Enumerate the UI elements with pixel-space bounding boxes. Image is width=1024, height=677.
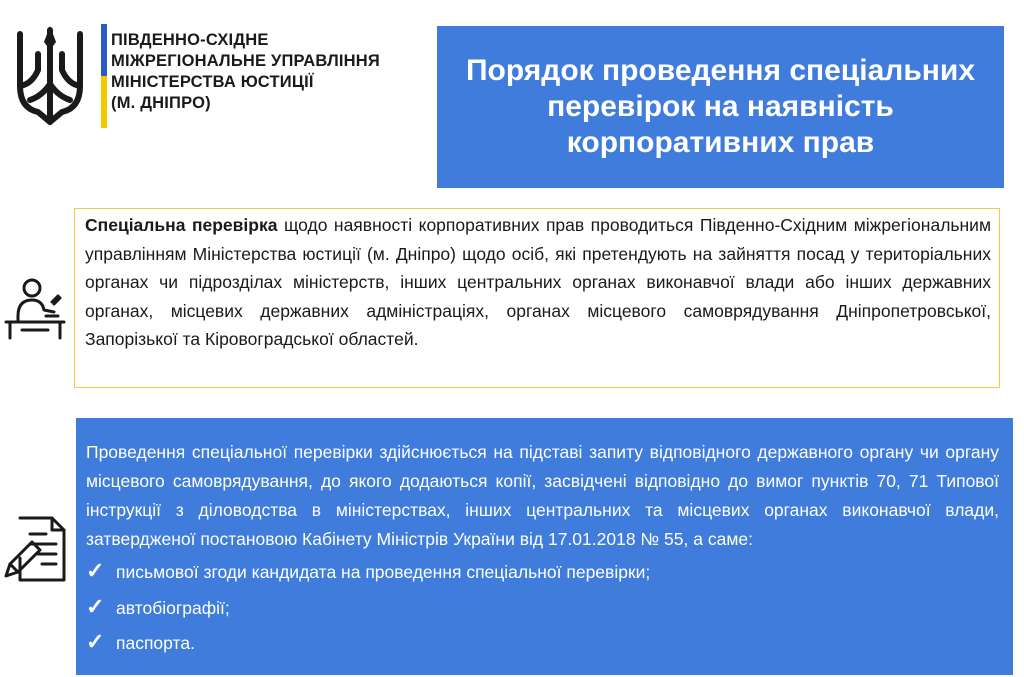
- org-line: МІЖРЕГІОНАЛЬНЕ УПРАВЛІННЯ: [111, 52, 380, 70]
- list-item: [86, 625, 999, 661]
- procedure-box: [76, 418, 1013, 675]
- documents-checklist: [86, 554, 999, 661]
- title-line: Порядок проведення спеціальних: [465, 54, 976, 87]
- page-title: [466, 53, 975, 161]
- list-item-text: паспорта.: [116, 633, 195, 653]
- procedure-text: Проведення спеціальної перевірки здійснюється на підставі запиту відповідного державного органу чи органу місцевого самоврядування, до якого додаються копії, засвідчені відповідно до вимог пунктів 70, 71 Типової інструкції з діловодства в міністерствах, інших центральних та місцевих органах виконавчої влади, затвердженої постановою Кабінету Міністрів України від 17.01.2018 № 55, а саме:: [86, 442, 999, 549]
- organization-name: [111, 30, 380, 114]
- title-banner: [437, 26, 1004, 188]
- list-item: [86, 554, 999, 590]
- title-line: перевірок на наявність: [547, 90, 894, 123]
- title-line: корпоративних прав: [566, 126, 875, 159]
- check-icon: ✓: [86, 629, 105, 654]
- info-text: щодо наявності корпоративних прав проводиться Південно-Східним міжрегіональним управлінням Міністерства юстиції (м. Дніпро) щодо осіб, які претендують на зайняття посад у територіальних органах чи підрозділах міністерств, інших центральних органах виконавчої влади або інших державних органах, місцевих державних адміністраціях, органах місцевого самоврядування Дніпропетровської, Запорізької та Кіровоградської областей.: [85, 215, 991, 350]
- trident-icon: [14, 24, 86, 128]
- ministry-logo: [14, 24, 454, 134]
- person-at-desk-icon: [2, 276, 68, 344]
- list-item-text: письмової згоди кандидата на проведення спеціальної перевірки;: [116, 562, 651, 582]
- info-paragraph: [85, 211, 991, 354]
- list-item-text: автобіографії;: [116, 597, 230, 618]
- flag-bar: [101, 24, 107, 128]
- org-line: (М. ДНІПРО): [111, 94, 211, 112]
- org-line: МІНІСТЕРСТВА ЮСТИЦІЇ: [111, 73, 314, 91]
- document-pen-icon: [2, 514, 68, 584]
- check-icon: ✓: [86, 558, 105, 583]
- org-line: ПІВДЕННО-СХІДНЕ: [111, 31, 269, 49]
- info-box: [74, 208, 1000, 388]
- list-item: [86, 590, 999, 626]
- check-icon: ✓: [86, 593, 105, 619]
- info-bold-term: Спеціальна перевірка: [85, 215, 278, 235]
